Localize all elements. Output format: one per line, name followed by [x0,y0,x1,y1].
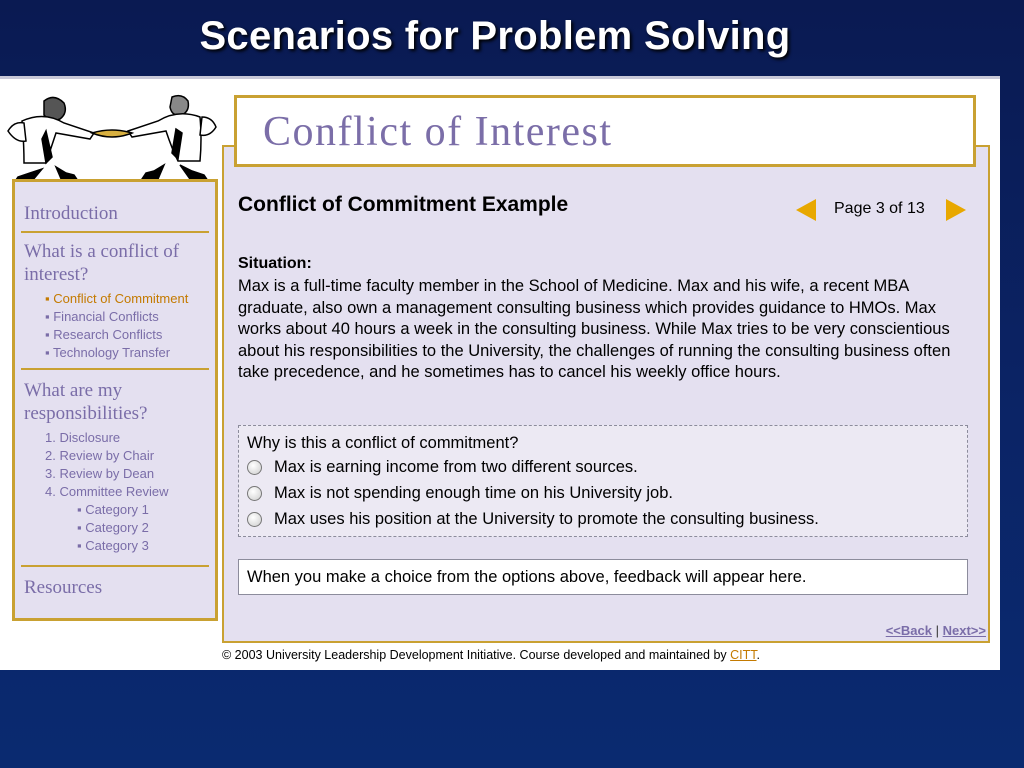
nav-item-label: Conflict of Commitment [53,291,189,306]
footer-suffix: . [756,648,760,662]
module-banner [234,95,976,167]
nav-link-separator: | [935,623,939,638]
nav-item-financial-conflicts[interactable]: ▪ Financial Conflicts [45,309,159,324]
nav-item-committee-review[interactable]: 4. Committee Review [45,484,169,499]
nav-item-label: Research Conflicts [53,327,163,342]
nav-responsibilities-line1: What are my [24,380,123,401]
course-screen [0,79,1000,670]
answer-option-label: Max is earning income from two different sources. [274,458,638,476]
pager [796,197,976,221]
nav-item-research-conflicts[interactable]: ▪ Research Conflicts [45,327,163,342]
footer-text: © 2003 University Leadership Development Initiative. Course developed and maintained by [222,648,731,662]
nav-introduction-section [15,202,215,225]
nav-what-is-line2: interest? [24,264,89,285]
radio-button[interactable] [247,486,262,501]
nav-item-review-by-dean[interactable]: 3. Review by Dean [45,466,155,481]
answer-option-label: Max uses his position at the University to promote the consulting business. [274,510,819,528]
footer [222,648,760,662]
nav-introduction[interactable]: Introduction [24,203,118,224]
nav-item-category-2[interactable]: ▪ Category 2 [77,520,149,535]
nav-what-is-line1: What is a conflict of [24,241,180,262]
nav-responsibilities-section [15,379,215,555]
radio-button[interactable] [247,512,262,527]
feedback-text: When you make a choice from the options above, feedback will appear here. [247,568,807,586]
answer-option-label: Max is not spending enough time on his University job. [274,484,673,502]
next-link[interactable]: Next>> [942,623,986,638]
triangle-left-icon[interactable] [796,199,816,221]
nav-what-is-list [15,290,215,362]
nav-what-is-heading[interactable] [24,240,215,286]
question-box [238,425,968,537]
nav-item-conflict-of-commitment[interactable]: ▪ Conflict of Commitment [45,291,189,306]
nav-responsibilities-list [15,429,215,555]
nav-what-is-section [15,240,215,362]
nav-item-technology-transfer[interactable]: ▪ Technology Transfer [45,345,171,360]
nav-resources[interactable]: Resources [24,577,103,598]
module-title: Conflict of Interest [263,109,613,155]
nav-item-label: Category 1 [85,502,149,517]
slide-title: Scenarios for Problem Solving [199,14,791,58]
nav-item-category-1[interactable]: ▪ Category 1 [77,502,149,517]
nav-responsibilities-line2: responsibilities? [24,403,148,424]
nav-resources-section [15,576,215,599]
nav-item-label: Technology Transfer [53,345,171,360]
nav-item-category-3[interactable]: ▪ Category 3 [77,538,149,553]
situation-label: Situation: [238,255,312,272]
question-text: Why is this a conflict of commitment? [247,434,519,452]
nav-item-review-by-chair[interactable]: 2. Review by Chair [45,448,155,463]
nav-item-label: Category 2 [85,520,149,535]
triangle-right-icon[interactable] [946,199,966,221]
nav-item-label: Category 3 [85,538,149,553]
page-indicator: Page 3 of 13 [834,200,925,217]
nav-divider [21,231,209,233]
radio-button[interactable] [247,460,262,475]
page-nav-links [886,623,986,638]
feedback-box [238,559,968,595]
nav-divider [21,565,209,567]
nav-item-label: Financial Conflicts [53,309,159,324]
nav-item-disclosure[interactable]: 1. Disclosure [45,430,121,445]
tug-of-war-illustration [4,91,219,185]
back-link[interactable]: <<Back [885,623,932,638]
nav-divider [21,368,209,370]
situation-text: Max is a full-time faculty member in the School of Medicine. Max and his wife, a recent MBA graduate, also own a management consulting business which provides guidance to HMOs. Max works about 40 hours a week in the consulting business. While Max tries to be very conscientious about his responsibilities to the University, the challenges of running the consulting business often take precedence, and he sometimes has to cancel his weekly office hours. [238,277,951,381]
citt-link[interactable]: CITT [730,648,757,662]
nav-responsibilities-heading[interactable] [24,379,215,425]
content-panel [222,145,990,643]
course-navigation [12,179,218,621]
example-title: Conflict of Commitment Example [238,193,569,216]
